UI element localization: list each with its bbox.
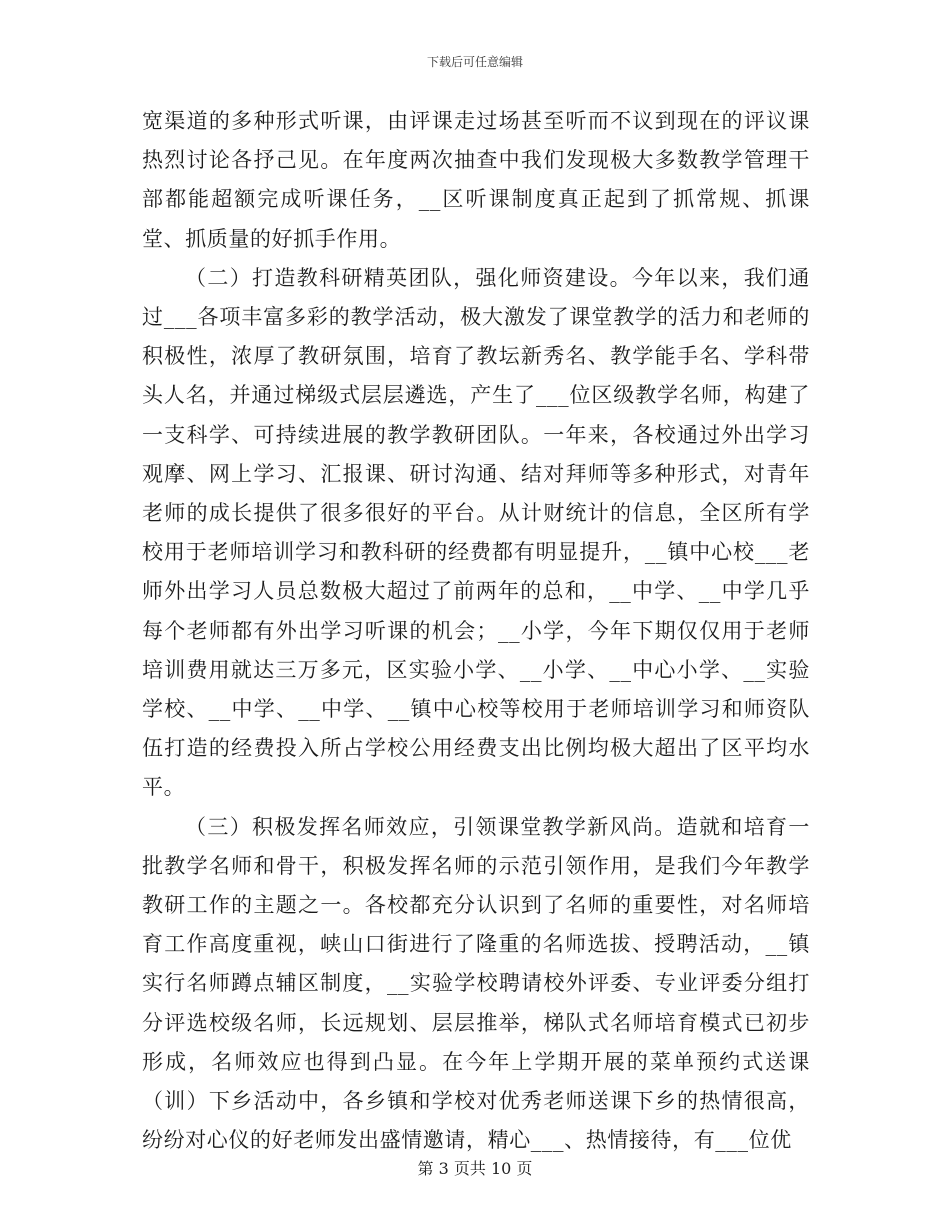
page-number-footer: 第 3 页共 10 页 (417, 1159, 533, 1178)
document-body (142, 102, 810, 1160)
page-header: 下载后可任意编辑 (426, 55, 523, 69)
paragraph-section-3: （三）积极发挥名师效应，引领课堂教学新风尚。造就和培育一批教学名师和骨干，积极发挥名师的示范引领作用，是我们今年教学教研工作的主题之一。各校都充分认识到了名师的重要性，对名师培育工作高度重视，峡山口街进行了隆重的名师选拔、授聘活动，__镇实行名师蹲点辅区制度，__实验学校聘请校外评委、专业评委分组打分评选校级名师，长远规划、层层推举，梯队式名师培育模式已初步形成，名师效应也得到凸显。在今年上学期开展的菜单预约式送课（训）下乡活动中，各乡镇和学校对优秀老师送课下乡的热情很高，纷纷对心仪的好老师发出盛情邀请，精心___、热情接待，有___位优 (142, 814, 810, 1153)
paragraph-section-2: （二）打造教科研精英团队，强化师资建设。今年以来，我们通过___各项丰富多彩的教学活动，极大激发了课堂教学的活力和老师的积极性，浓厚了教研氛围，培育了教坛新秀名、教学能手名、学科带头人名，并通过梯级式层层遴选，产生了___位区级教学名师，构建了一支科学、可持续进展的教学教研团队。一年来，各校通过外出学习观摩、网上学习、汇报课、研讨沟通、结对拜师等多种形式，对青年老师的成长提供了很多很好的平台。从计财统计的信息，全区所有学校用于老师培训学习和教科研的经费都有明显提升，__镇中心校___老师外出学习人员总数极大超过了前两年的总和，__中学、__中学几乎每个老师都有外出学习听课的机会；__小学，今年下期仅仅用于老师培训费用就达三万多元，区实验小学、__小学、__中心小学、__实验学校、__中学、__中学、__镇中心校等校用于老师培训学习和师资队伍打造的经费投入所占学校公用经费支出比例均极大超出了区平均水平。 (142, 265, 810, 800)
paragraph-continuation: 宽渠道的多种形式听课，由评课走过场甚至听而不议到现在的评议课热烈讨论各抒己见。在年度两次抽查中我们发现极大多数教学管理干部都能超额完成听课任务，__区听课制度真正起到了抓常规、抓课堂、抓质量的好抓手作用。 (142, 109, 810, 251)
